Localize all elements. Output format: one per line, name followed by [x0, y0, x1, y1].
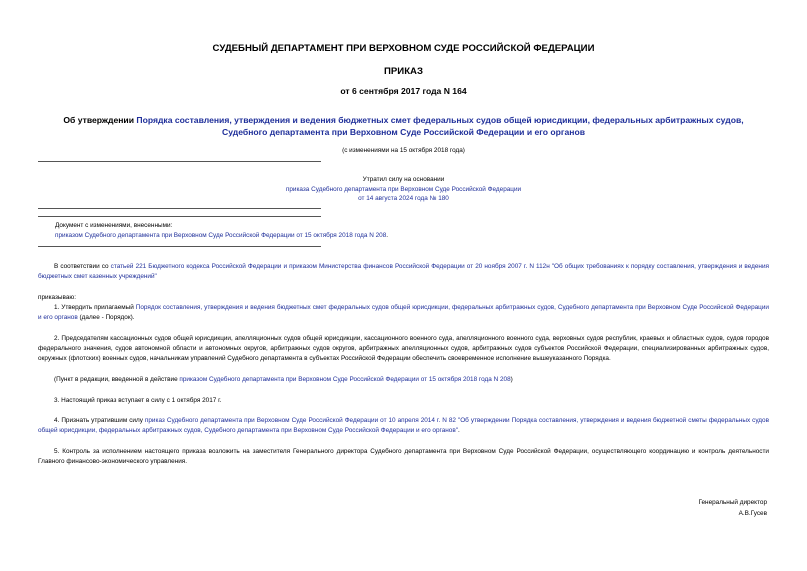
- divider: [38, 216, 321, 217]
- signatory-name: А.В.Гусев: [738, 510, 767, 517]
- item-1-text: 1. Утвердить прилагаемый: [54, 304, 136, 311]
- title-link-procedure[interactable]: Порядка составления, утверждения и ведения бюджетных смет федеральных судов общей юрисдикции, федеральных арбитражных судов,: [136, 115, 744, 125]
- document-type-heading: ПРИКАЗ: [384, 66, 423, 77]
- document-title: [0, 114, 807, 138]
- item-2-note-suffix: ): [510, 376, 513, 383]
- invalidation-link[interactable]: приказа Судебного департамента при Верховном Суде Российской Федерации: [285, 185, 522, 193]
- item-4-link-order[interactable]: приказ Судебного департамента при Верховном Суде Российской Федерации от 10 апреля 2014 г. N 82 "Об утверждении Порядка составления, утверждения и ведения бюджетной сметы федеральных судов общей юрисдикции, федеральных арбитражных судов, Судебного департамента при Верховном Суде Российской Федерации и его органов": [38, 417, 769, 435]
- changes-block: [55, 221, 388, 240]
- preamble-text: В соответствии со: [54, 263, 111, 270]
- signature-block: [698, 497, 767, 519]
- item-3: 3. Настоящий приказ вступает в силу с 1 октября 2017 г.: [54, 397, 222, 404]
- edition-note: (с изменениями на 15 октября 2018 года): [342, 147, 465, 154]
- divider: [38, 161, 321, 162]
- item-2: 2. Председателям кассационных судов общей юрисдикции, апелляционных судов общей юрисдикции, кассационного военного суда, апелляционного военного суда, верховных судов республик, краевых и областных судов, судов городов федерального значения, судов автономной области и автономных округов, арбитражных судов округов, арбитражных апелляционных судов, арбитражных судов субъектов Российской Федерации, специализированных арбитражных судов, окружных (флотских) военных судов, начальникам управлений Судебного департамента в субъектах Российской Федерации обеспечить своевременное исполнение вышеуказанного Порядка.: [38, 335, 769, 363]
- invalidation-label: Утратил силу на основании: [362, 176, 445, 183]
- preamble-link-budget-code[interactable]: статьей 221 Бюджетного кодекса Российской Федерации и приказом Министерства финансов Российской Федерации от 20 ноября 2007 г. N 112н "Об общих требованиях к порядку составления, утверждения и ведения бюджетных смет казенных учреждений": [38, 263, 769, 281]
- signatory-position: Генеральный директор: [698, 499, 767, 506]
- item-1-suffix: (далее - Порядок).: [77, 314, 135, 322]
- item-4-text: 4. Признать утратившим силу: [54, 417, 145, 424]
- department-heading: СУДЕБНЫЙ ДЕПАРТАМЕНТ ПРИ ВЕРХОВНОМ СУДЕ РОССИЙСКОЙ ФЕДЕРАЦИИ: [212, 43, 595, 54]
- item-2-note-link[interactable]: приказом Судебного департамента при Верховном Суде Российской Федерации от 15 октября 2018 года N 208: [179, 376, 511, 383]
- preamble-paragraph: [38, 262, 769, 282]
- item-1-link-procedure[interactable]: Порядок составления, утверждения и ведения бюджетных смет федеральных судов общей юрисдикции, федеральных арбитражных судов, Судебного департамента при Верховном Суде Российской Федерации и его органов: [38, 304, 769, 322]
- divider: [38, 208, 321, 209]
- item-2-note-text: (Пункт в редакции, введенной в действие: [54, 376, 180, 383]
- invalidation-note: [0, 175, 807, 204]
- changes-suffix: .: [386, 231, 389, 239]
- item-4-suffix: .: [458, 427, 460, 435]
- changes-link[interactable]: приказом Судебного департамента при Верховном Суде Российской Федерации от 15 октября 2018 года N 208: [55, 231, 387, 239]
- document-date-number: от 6 сентября 2017 года N 164: [340, 86, 467, 96]
- divider: [38, 246, 321, 247]
- title-link-procedure-cont[interactable]: Судебного департамента при Верховном Суде Российской Федерации и его органов: [222, 127, 585, 137]
- changes-label: Документ с изменениями, внесенными:: [55, 222, 173, 229]
- item-5: 5. Контроль за исполнением настоящего приказа возложить на заместителя Генерального директора Судебного департамента при Верховном Суде Российской Федерации, осуществляющего координацию и контроль деятельности Главного финансово-экономического управления.: [38, 448, 769, 466]
- item-4: [38, 416, 769, 436]
- title-prefix: Об утверждении: [63, 115, 137, 125]
- item-2-edit-note: [38, 375, 769, 385]
- invalidation-link-date[interactable]: от 14 августа 2024 года № 180: [358, 195, 449, 203]
- ordered-label: приказываю:: [38, 294, 76, 301]
- item-1: [38, 303, 769, 323]
